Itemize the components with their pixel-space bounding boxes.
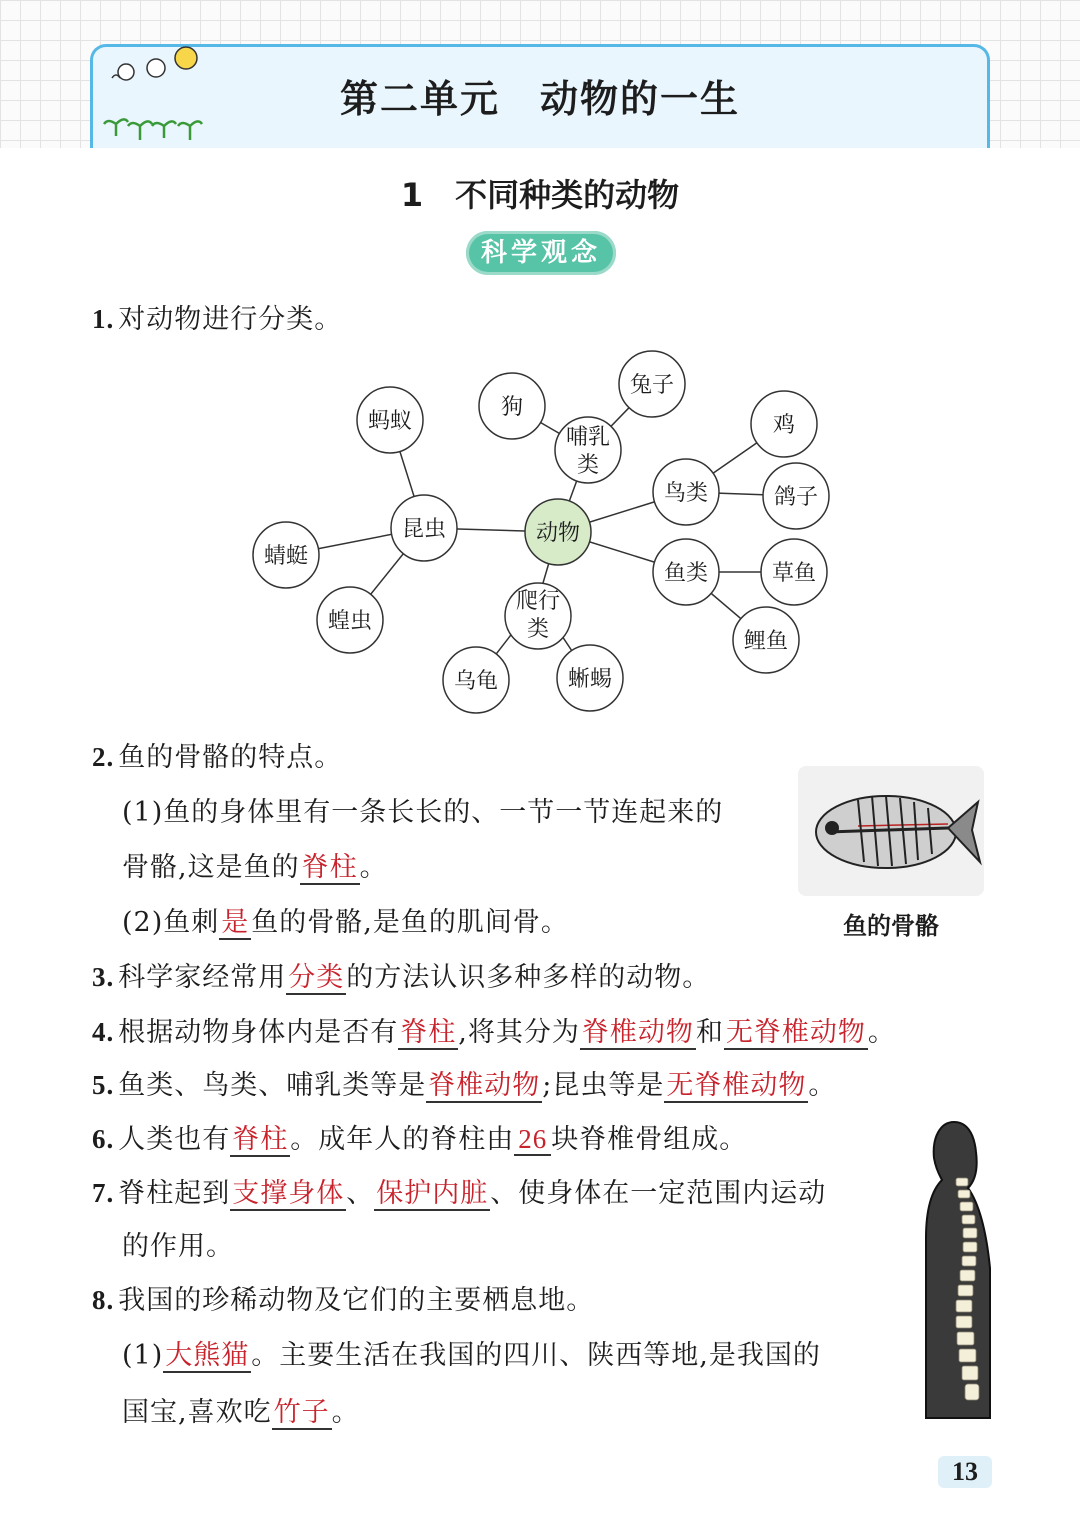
question-1: 1. 对动物进行分类。 xyxy=(92,304,343,335)
page-number: 13 xyxy=(938,1456,992,1488)
label-reptiles-1: 爬行 xyxy=(515,589,561,614)
label-locust: 蝗虫 xyxy=(327,609,373,634)
label-lizard: 蜥蜴 xyxy=(567,667,613,692)
label-ant: 蚂蚁 xyxy=(367,409,413,434)
question-2: 2. 鱼的骨骼的特点。 xyxy=(92,742,343,773)
question-7-cont: 的作用。 xyxy=(122,1231,234,1262)
label-carp: 鲤鱼 xyxy=(743,629,789,654)
answer-spine: 脊柱 xyxy=(301,852,358,883)
label-dragonfly: 蜻蜓 xyxy=(263,544,309,569)
q2-part2: (2)鱼刺是鱼的骨骼,是鱼的肌间骨。 xyxy=(122,907,569,938)
label-chicken: 鸡 xyxy=(772,413,796,438)
q8-part1-line2: 国宝,喜欢吃竹子。 xyxy=(122,1397,360,1428)
section-badge: 科学观念 xyxy=(466,231,616,275)
label-mammals-1: 哺乳 xyxy=(565,425,611,450)
question-3: 3. 科学家经常用分类的方法认识多种多样的动物。 xyxy=(92,962,711,993)
answer-classification: 分类 xyxy=(288,962,345,993)
label-reptiles-2: 类 xyxy=(526,617,550,642)
answer-panda: 大熊猫 xyxy=(165,1340,250,1371)
label-turtle: 乌龟 xyxy=(453,669,499,694)
label-insects: 昆虫 xyxy=(401,517,447,542)
label-rabbit: 兔子 xyxy=(629,373,675,398)
question-5: 5. 鱼类、鸟类、哺乳类等是脊椎动物;昆虫等是无脊椎动物。 xyxy=(92,1070,837,1101)
label-mammals-2: 类 xyxy=(576,453,600,478)
lesson-title: 1 不同种类的动物 xyxy=(400,176,680,214)
label-birds: 鸟类 xyxy=(663,481,709,506)
fish-skeleton-image xyxy=(798,766,984,896)
label-pigeon: 鸽子 xyxy=(773,485,819,510)
question-6: 6. 人类也有脊柱。成年人的脊柱由 26 块脊椎骨组成。 xyxy=(92,1124,748,1155)
answer-is: 是 xyxy=(221,907,250,938)
human-spine-image xyxy=(916,1118,996,1426)
label-grasscarp: 草鱼 xyxy=(771,561,817,586)
question-8: 8. 我国的珍稀动物及它们的主要栖息地。 xyxy=(92,1285,595,1316)
question-4: 4. 根据动物身体内是否有脊柱,将其分为脊椎动物和无脊椎动物。 xyxy=(92,1017,896,1048)
label-fish: 鱼类 xyxy=(663,561,709,586)
q2-part1-line2: 骨骼,这是鱼的脊柱。 xyxy=(122,852,388,883)
answer-bamboo: 竹子 xyxy=(273,1397,330,1428)
label-animals: 动物 xyxy=(535,521,581,546)
question-7: 7. 脊柱起到支撑身体、保护内脏、使身体在一定范围内运动 xyxy=(92,1178,827,1209)
classification-diagram xyxy=(0,340,1080,720)
fish-skeleton-caption: 鱼的骨骼 xyxy=(843,912,939,940)
q8-part1-line1: (1)大熊猫。主要生活在我国的四川、陕西等地,是我国的 xyxy=(122,1340,821,1371)
q2-part1-line1: (1)鱼的身体里有一条长长的、一节一节连起来的 xyxy=(122,797,724,828)
unit-title: 第二单元 动物的一生 xyxy=(339,77,740,121)
label-dog: 狗 xyxy=(500,395,524,420)
